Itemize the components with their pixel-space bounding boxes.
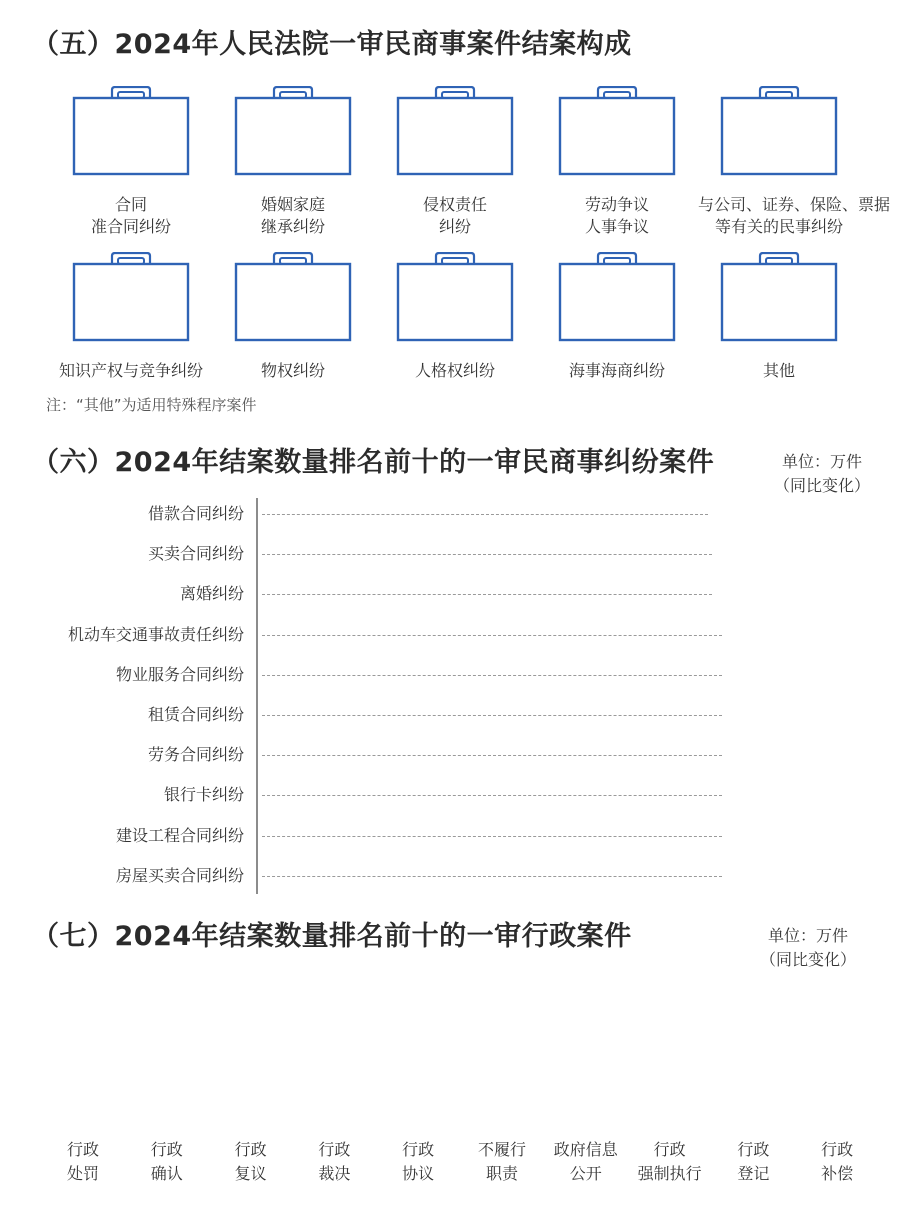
case-label-line2: 纠纷 <box>438 217 471 236</box>
admin-category <box>457 1138 547 1186</box>
chart-row <box>0 824 900 848</box>
chart-row <box>0 783 900 807</box>
section5-note: 注：“其他”为适用特殊程序案件 <box>46 396 257 414</box>
section7-title: （七）2024年结案数量排名前十的一审行政案件 <box>32 921 632 952</box>
chart-row <box>0 542 900 566</box>
admin-label-line1: 行政 <box>821 1140 854 1159</box>
admin-label-line1: 行政 <box>66 1140 99 1159</box>
briefcase-icon <box>720 252 838 344</box>
case-label-line1: 侵权责任 <box>422 195 487 214</box>
briefcase-icon <box>558 252 676 344</box>
row-label: 离婚纠纷 <box>179 584 244 604</box>
admin-category <box>708 1138 798 1186</box>
row-guide <box>262 795 722 796</box>
row-label: 劳务合同纠纷 <box>147 745 244 765</box>
row-guide <box>262 675 722 676</box>
section7-unit <box>760 924 856 972</box>
case-category <box>374 86 536 238</box>
admin-label-line2: 补偿 <box>821 1164 854 1183</box>
row-guide <box>262 715 722 716</box>
admin-category <box>206 1138 296 1186</box>
section7-unit-note: （同比变化） <box>760 950 857 969</box>
admin-label-line2: 职责 <box>485 1164 518 1183</box>
briefcase-icon <box>72 86 190 178</box>
case-category <box>212 252 374 382</box>
row-label: 租赁合同纠纷 <box>147 705 244 724</box>
admin-category <box>373 1138 463 1186</box>
admin-label-line2: 确认 <box>150 1164 183 1183</box>
case-category <box>374 252 536 382</box>
admin-label-line1: 行政 <box>150 1140 183 1159</box>
case-label-line1: 知识产权与竞争纠纷 <box>58 361 203 380</box>
admin-label-line2: 公开 <box>569 1164 602 1183</box>
briefcase-icon <box>234 86 352 178</box>
admin-category <box>122 1138 212 1186</box>
row-guide <box>262 876 722 877</box>
briefcase-icon <box>558 86 676 178</box>
chart-row <box>0 502 900 526</box>
case-label-line1: 合同 <box>114 195 147 214</box>
case-category <box>50 86 212 238</box>
row-label: 银行卡纠纷 <box>163 785 244 805</box>
case-label-line2: 人事争议 <box>584 217 649 236</box>
chart-row <box>0 743 900 767</box>
admin-label-line1: 行政 <box>234 1140 267 1159</box>
briefcase-icon <box>234 252 352 344</box>
case-label-line2: 继承纠纷 <box>260 217 325 236</box>
case-label-line1: 婚姻家庭 <box>260 195 325 214</box>
admin-label-line2: 强制执行 <box>637 1164 702 1183</box>
row-label: 房屋买卖合同纠纷 <box>115 865 244 885</box>
row-label: 借款合同纠纷 <box>147 504 244 523</box>
chart-row <box>0 864 900 888</box>
briefcase-icon <box>72 252 190 344</box>
row-guide <box>262 554 712 555</box>
admin-label-line1: 行政 <box>402 1140 435 1159</box>
row-guide <box>262 594 712 595</box>
section6-unit-note: （同比变化） <box>774 476 871 495</box>
case-category <box>536 86 698 238</box>
briefcase-icon <box>720 86 838 178</box>
chart-row <box>0 582 900 606</box>
section6-unit <box>774 450 870 498</box>
case-category <box>698 86 891 238</box>
admin-category <box>38 1138 128 1186</box>
case-label-line1: 海事海商纠纷 <box>568 361 665 380</box>
case-label-line1: 人格权纠纷 <box>414 361 495 380</box>
admin-label-line2: 处罚 <box>66 1164 99 1183</box>
admin-label-line1: 行政 <box>737 1140 770 1159</box>
row-guide <box>262 755 722 756</box>
row-label: 建设工程合同纠纷 <box>115 825 244 845</box>
case-label-line1: 劳动争议 <box>584 195 649 214</box>
case-category <box>212 86 374 238</box>
section6-title: （六）2024年结案数量排名前十的一审民商事纠纷案件 <box>32 447 715 478</box>
admin-label-line2: 登记 <box>737 1164 770 1183</box>
row-label: 机动车交通事故责任纠纷 <box>67 624 244 644</box>
row-label: 买卖合同纠纷 <box>147 544 244 564</box>
briefcase-icon <box>396 252 514 344</box>
chart-row <box>0 623 900 647</box>
admin-label-line2: 裁决 <box>318 1164 351 1183</box>
chart-row <box>0 663 900 687</box>
case-category <box>698 252 860 382</box>
admin-category <box>541 1138 631 1186</box>
case-label-line1: 其他 <box>762 361 795 380</box>
chart-row <box>0 703 900 727</box>
admin-category <box>625 1138 715 1186</box>
row-guide <box>262 635 722 636</box>
row-guide <box>262 836 722 837</box>
admin-label-line1: 不履行 <box>477 1140 526 1159</box>
case-label-line2: 等有关的民事纠纷 <box>714 217 843 236</box>
admin-category <box>792 1138 882 1186</box>
row-guide <box>262 514 708 515</box>
section5-title: （五）2024年人民法院一审民商事案件结案构成 <box>32 29 632 60</box>
briefcase-icon <box>396 86 514 178</box>
case-category <box>50 252 212 382</box>
case-category <box>536 252 698 382</box>
admin-label-line2: 协议 <box>402 1164 435 1183</box>
admin-label-line1: 行政 <box>318 1140 351 1159</box>
row-label: 物业服务合同纠纷 <box>115 664 244 684</box>
case-label-line1: 物权纠纷 <box>260 361 325 380</box>
section6-unit-label: 单位：万件 <box>782 452 863 471</box>
admin-label-line2: 复议 <box>234 1164 267 1183</box>
case-label-line2: 准合同纠纷 <box>90 217 171 236</box>
admin-category <box>289 1138 379 1186</box>
admin-label-line1: 行政 <box>653 1140 686 1159</box>
admin-label-line1: 政府信息 <box>553 1140 618 1159</box>
case-label-line1: 与公司、证券、保险、票据 <box>698 195 891 214</box>
section7-unit-label: 单位：万件 <box>768 926 849 945</box>
